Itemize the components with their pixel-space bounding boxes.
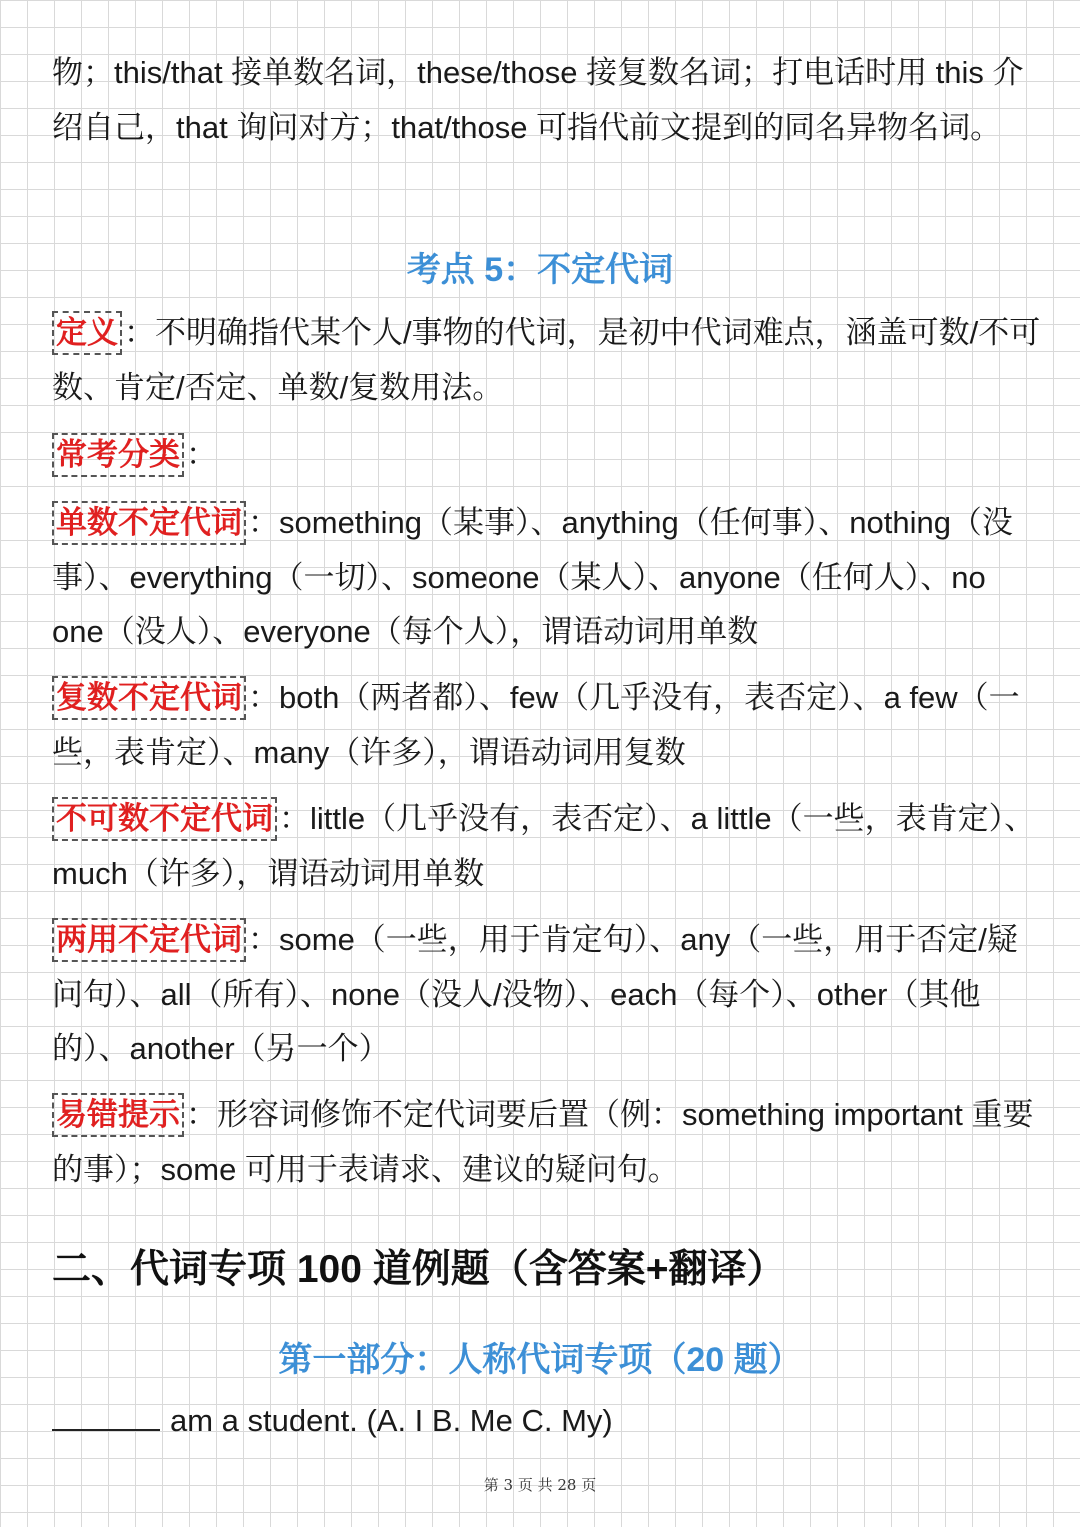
definition-tag: 定义 [52, 311, 122, 355]
tip-text: ：形容词修饰不定代词要后置（例：something important 重要的事）；some 可用于表请求、建议的疑问句。 [52, 1097, 1034, 1187]
section2-title: 二、代词专项 100 道例题（含答案+翻译） [52, 1248, 786, 1291]
definition-text: ：不明确指代某个人/事物的代词，是初中代词难点，涵盖可数/不可数、肯定/否定、单数/复数用法。 [52, 315, 1041, 405]
category-dual-tag: 两用不定代词 [52, 918, 246, 962]
intro-paragraph [52, 46, 1042, 155]
category-singular [52, 496, 1042, 660]
category-singular-tag: 单数不定代词 [52, 501, 246, 545]
category-dual [52, 913, 1042, 1077]
category-singular-text: ：something（某事）、anything（任何事）、nothing（没事）、everything（一切）、someone（某人）、anyone（任何人）、no one（没人）、everyone（每个人），谓语动词用单数 [52, 505, 1013, 649]
tip-tag: 易错提示 [52, 1093, 184, 1137]
question-1 [52, 1394, 1042, 1449]
categories-tag: 常考分类 [52, 433, 184, 477]
categories-heading [52, 428, 1042, 483]
category-plural-tag: 复数不定代词 [52, 676, 246, 720]
category-plural-text: ：both（两者都）、few（几乎没有，表否定）、a few（一些，表肯定）、many（许多），谓语动词用复数 [52, 680, 1020, 770]
part1-title: 第一部分：人称代词专项（20 题） [278, 1341, 802, 1379]
page-footer: 第 3 页 共 28 页 [483, 1476, 597, 1494]
question-1-text: am a student. (A. I B. Me C. My) [170, 1403, 613, 1438]
category-uncountable-tag: 不可数不定代词 [52, 797, 277, 841]
category-dual-text: ：some（一些，用于肯定句）、any（一些，用于否定/疑问句）、all（所有）、none（没人/没物）、each（每个）、other（其他的）、another（另一个） [52, 922, 1018, 1066]
answer-blank[interactable] [52, 1401, 160, 1431]
definition-paragraph [52, 306, 1042, 415]
tip-paragraph [52, 1088, 1042, 1197]
category-plural [52, 671, 1042, 780]
category-uncountable [52, 792, 1042, 901]
categories-colon: ： [186, 437, 217, 472]
intro-text: 物；this/that 接单数名词，these/those 接复数名词；打电话时用 this 介绍自己，that 询问对方；that/those 可指代前文提到的同名异物名词。 [52, 55, 1024, 145]
point5-title: 考点 5：不定代词 [406, 251, 674, 289]
category-uncountable-text: ：little（几乎没有，表否定）、a little（一些，表肯定）、much（许多），谓语动词用单数 [52, 801, 1036, 891]
